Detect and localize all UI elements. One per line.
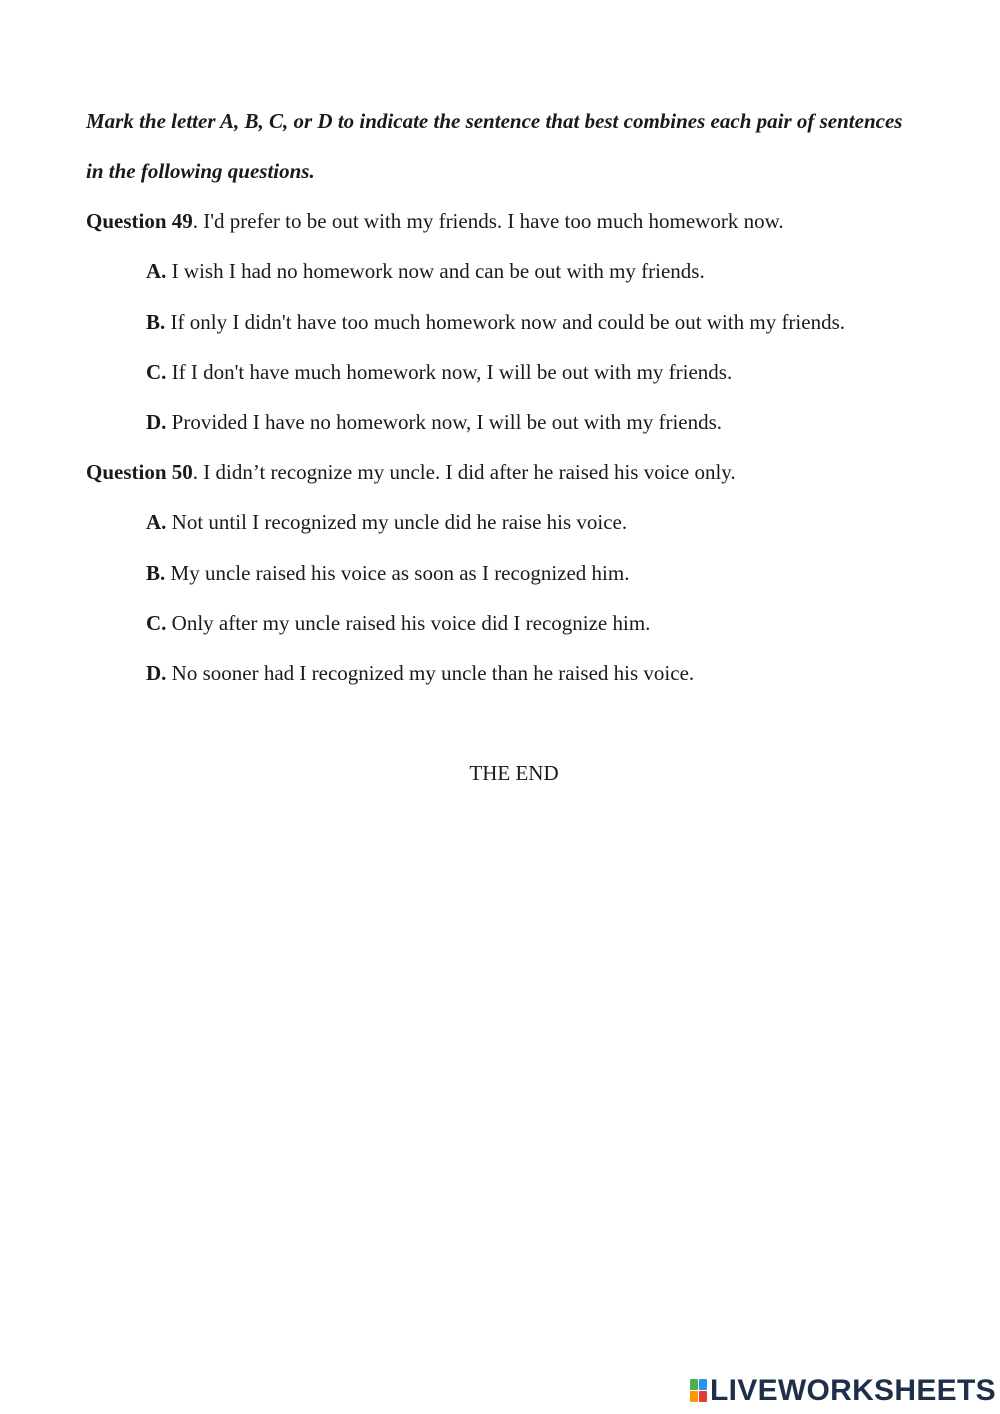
option-letter: A. xyxy=(146,259,167,283)
question-50-option-d[interactable] xyxy=(146,659,694,687)
option-text: If I don't have much homework now, I will be out with my friends. xyxy=(166,360,733,384)
instruction-line-2: in the following questions. xyxy=(86,159,315,183)
question-49-option-c[interactable] xyxy=(146,358,732,386)
question-50-label: Question 50 xyxy=(86,460,193,484)
option-text: Only after my uncle raised his voice did I recognize him. xyxy=(166,611,651,635)
option-letter: D. xyxy=(146,661,167,685)
question-49-option-a[interactable] xyxy=(146,257,705,285)
logo-grid-icon xyxy=(690,1379,707,1403)
option-letter: B. xyxy=(146,310,166,334)
option-letter: C. xyxy=(146,611,167,635)
option-letter: C. xyxy=(146,360,167,384)
option-letter: B. xyxy=(146,561,166,585)
instruction-line-1: Mark the letter A, B, C, or D to indicate the sentence that best combines each pair of sentences xyxy=(86,109,903,133)
question-49-option-d[interactable] xyxy=(146,408,722,436)
question-49-label: Question 49 xyxy=(86,209,193,233)
option-text: My uncle raised his voice as soon as I recognized him. xyxy=(165,561,630,585)
option-letter: D. xyxy=(146,410,167,434)
option-letter: A. xyxy=(146,510,167,534)
question-50 xyxy=(86,458,736,486)
question-50-text: . I didn’t recognize my uncle. I did after he raised his voice only. xyxy=(192,460,736,484)
option-text: Not until I recognized my uncle did he raise his voice. xyxy=(166,510,628,534)
the-end-text: THE END xyxy=(469,761,559,785)
brand-name: LIVEWORKSHEETS xyxy=(710,1374,996,1407)
question-49-option-b[interactable] xyxy=(146,308,845,336)
question-49 xyxy=(86,207,784,235)
option-text: Provided I have no homework now, I will be out with my friends. xyxy=(166,410,723,434)
question-50-option-a[interactable] xyxy=(146,508,627,536)
option-text: No sooner had I recognized my uncle than he raised his voice. xyxy=(166,661,695,685)
question-50-option-c[interactable] xyxy=(146,609,650,637)
option-text: I wish I had no homework now and can be out with my friends. xyxy=(166,259,705,283)
question-50-option-b[interactable] xyxy=(146,559,629,587)
question-49-text: . I'd prefer to be out with my friends. I have too much homework now. xyxy=(192,209,784,233)
liveworksheets-logo xyxy=(690,1373,996,1409)
option-text: If only I didn't have too much homework now and could be out with my friends. xyxy=(165,310,846,334)
